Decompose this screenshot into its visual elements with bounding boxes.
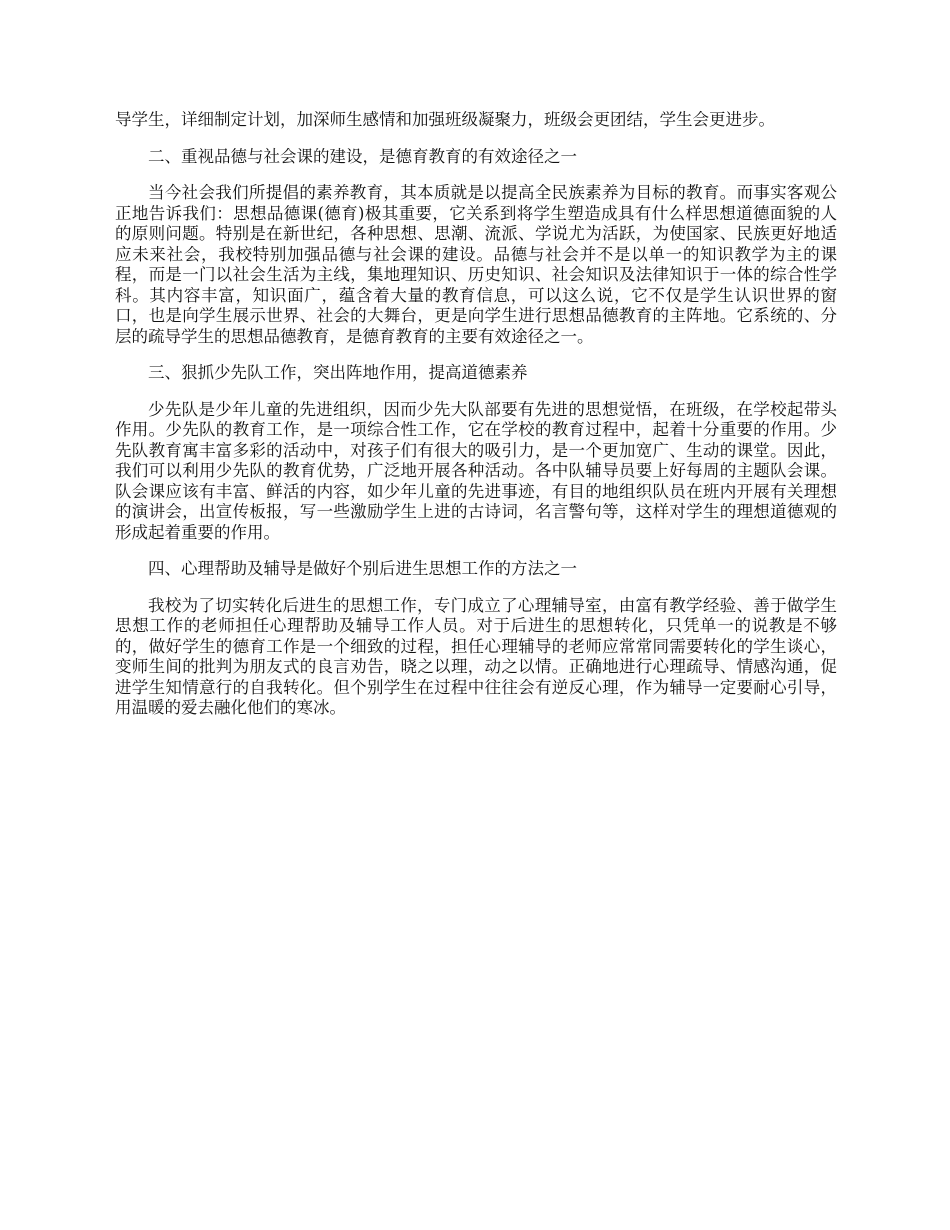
document-page bbox=[115, 110, 837, 735]
paragraph-moral-society-course: 当今社会我们所提倡的素养教育，其本质就是以提高全民族素养为目标的教育。而事实客观公正地告诉我们：思想品德课(德育)极其重要，它关系到将学生塑造成具有什么样思想道德面貌的人的原则问题。特别是在新世纪，各种思想、思潮、流派、学说尤为活跃，为使国家、民族更好地适应未来社会，我校特别加强品德与社会课的建设。品德与社会并不是以单一的知识教学为主的课程，而是一门以社会生活为主线，集地理知识、历史知识、社会知识及法律知识于一体的综合性学科。其内容丰富，知识面广，蕴含着大量的教育信息，可以这么说，它不仅是学生认识世界的窗口，也是向学生展示世界、社会的大舞台，更是向学生进行思想品德教育的主阵地。它系统的、分层的疏导学生的思想品德教育，是德育教育的主要有效途径之一。 bbox=[115, 183, 837, 346]
section-heading-2: 二、重视品德与社会课的建设，是德育教育的有效途径之一 bbox=[148, 146, 577, 166]
paragraph-young-pioneers: 少先队是少年儿童的先进组织，因而少先大队部要有先进的思想觉悟，在班级，在学校起带头作用。少先队的教育工作，是一项综合性工作，它在学校的教育过程中，起着十分重要的作用。少先队教育寓丰富多彩的活动中，对孩子们有很大的吸引力，是一个更加宽广、生动的课堂。因此，我们可以利用少先队的教育优势，广泛地开展各种活动。各中队辅导员要上好每周的主题队会课。队会课应该有丰富、鲜活的内容，如少年儿童的先进事迹，有目的地组织队员在班内开展有关理想的演讲会，出宣传板报，写一些激励学生上进的古诗词，名言警句等，这样对学生的理想道德观的形成起着重要的作用。 bbox=[115, 399, 837, 542]
section-heading-3: 三、狠抓少先队工作，突出阵地作用，提高道德素养 bbox=[148, 363, 528, 382]
section-heading-4: 四、心理帮助及辅导是做好个别后进生思想工作的方法之一 bbox=[148, 559, 577, 578]
paragraph-continued: 导学生，详细制定计划，加深师生感情和加强班级凝聚力，班级会更团结，学生会更进步。 bbox=[115, 110, 775, 129]
paragraph-psychological-counseling: 我校为了切实转化后进生的思想工作，专门成立了心理辅导室，由富有教学经验、善于做学生思想工作的老师担任心理帮助及辅导工作人员。对于后进生的思想转化，只凭单一的说教是不够的，做好学生的德育工作是一个细致的过程，担任心理辅导的老师应常常同需要转化的学生谈心，变师生间的批判为朋友式的良言劝告，晓之以理，动之以情。正确地进行心理疏导、情感沟通，促进学生知情意行的自我转化。但个别学生在过程中往往会有逆反心理，作为辅导一定要耐心引导，用温暖的爱去融化他们的寒冰。 bbox=[115, 595, 837, 717]
